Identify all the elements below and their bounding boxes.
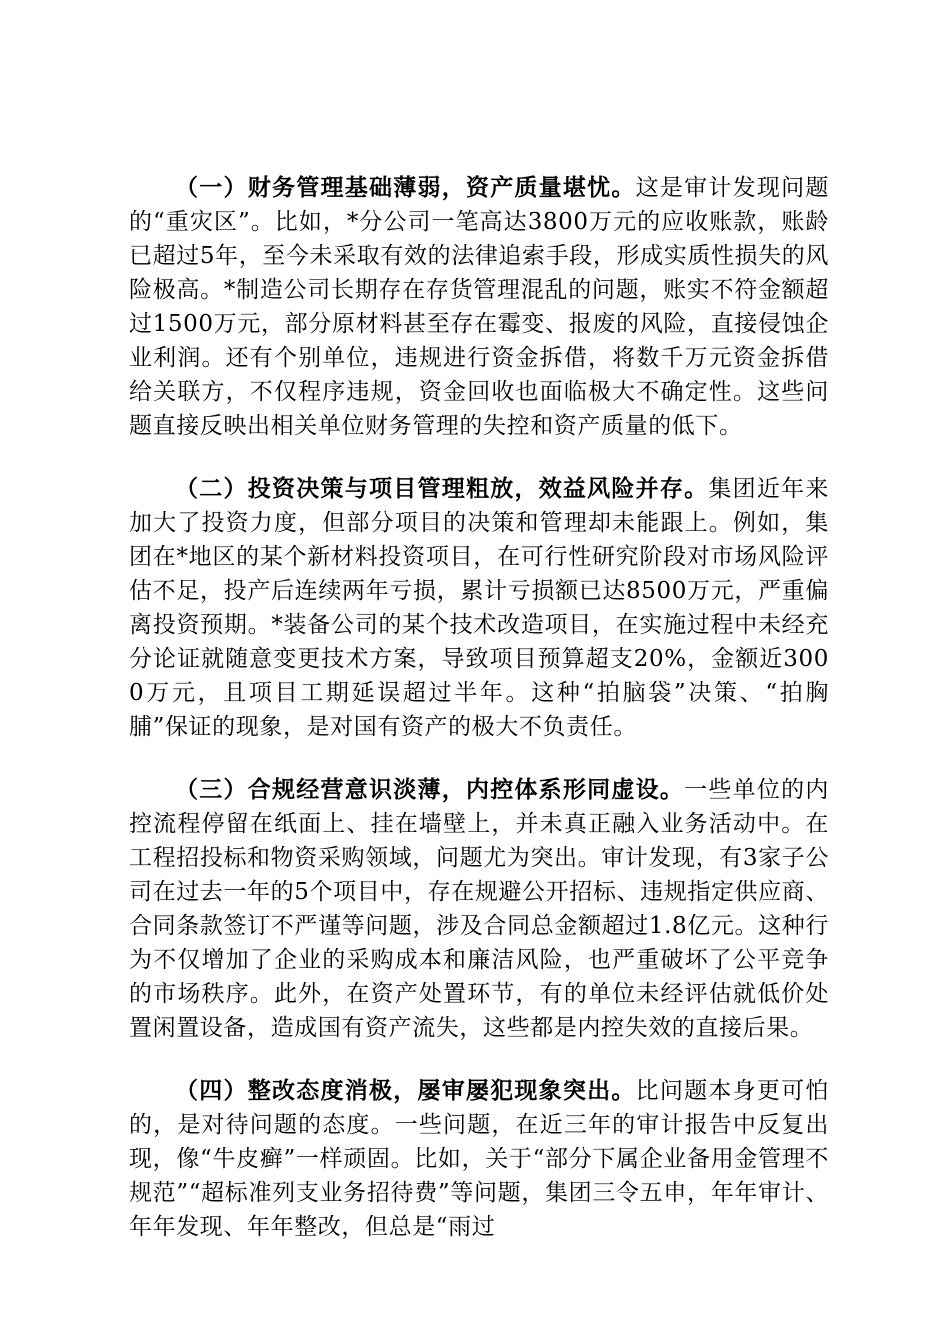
paragraph-2-heading: （二）投资决策与项目管理粗放，效益风险并存。 — [175, 476, 709, 502]
paragraph-2 — [129, 472, 829, 744]
paragraph-1 — [129, 171, 829, 443]
paragraph-1-heading: （一）财务管理基础薄弱，资产质量堪忧。 — [175, 175, 636, 201]
paragraph-4-heading: （四）整改态度消极，屡审屡犯现象突出。 — [175, 1078, 636, 1104]
paragraph-4-text: 比问题本身更可怕的，是对待问题的态度。一些问题，在近三年的审计报告中反复出现，像“牛皮癣”一样顽固。比如，关于“部分下属企业备用金管理不规范”“超标准列支业务招待费”等问题，集团三令五申，年年审计、年年发现、年年整改，但总是“雨过 — [129, 1078, 829, 1240]
paragraph-3-text: 一些单位的内控流程停留在纸面上、挂在墙壁上，并未真正融入业务活动中。在工程招投标和物资采购领域，问题尤为突出。审计发现，有3家子公司在过去一年的5个项目中，存在规避公开招标、违规指定供应商、合同条款签订不严谨等问题，涉及合同总金额超过1.8亿元。这种行为不仅增加了企业的采购成本和廉洁风险，也严重破坏了公平竞争的市场秩序。此外，在资产处置环节，有的单位未经评估就低价处置闲置设备，造成国有资产流失，这些都是内控失效的直接后果。 — [129, 777, 829, 1041]
document-body — [129, 171, 829, 1273]
paragraph-4 — [129, 1074, 829, 1244]
paragraph-3-heading: （三）合规经营意识淡薄，内控体系形同虚设。 — [175, 777, 685, 803]
paragraph-3 — [129, 773, 829, 1045]
paragraph-2-text: 集团近年来加大了投资力度，但部分项目的决策和管理却未能跟上。例如，集团在*地区的某个新材料投资项目，在可行性研究阶段对市场风险评估不足，投产后连续两年亏损，累计亏损额已达8500万元，严重偏离投资预期。*装备公司的某个技术改造项目，在实施过程中未经充分论证就随意变更技术方案，导致项目预算超支20%，金额近3000万元，且项目工期延误超过半年。这种“拍脑袋”决策、“拍胸脯”保证的现象，是对国有资产的极大不负责任。 — [129, 476, 830, 740]
paragraph-1-text: 这是审计发现问题的“重灾区”。比如，*分公司一笔高达3800万元的应收账款，账龄已超过5年，至今未采取有效的法律追索手段，形成实质性损失的风险极高。*制造公司长期存在存货管理混乱的问题，账实不符金额超过1500万元，部分原材料甚至存在霉变、报废的风险，直接侵蚀企业利润。还有个别单位，违规进行资金拆借，将数千万元资金拆借给关联方，不仅程序违规，资金回收也面临极大不确定性。这些问题直接反映出相关单位财务管理的失控和资产质量的低下。 — [129, 175, 829, 439]
